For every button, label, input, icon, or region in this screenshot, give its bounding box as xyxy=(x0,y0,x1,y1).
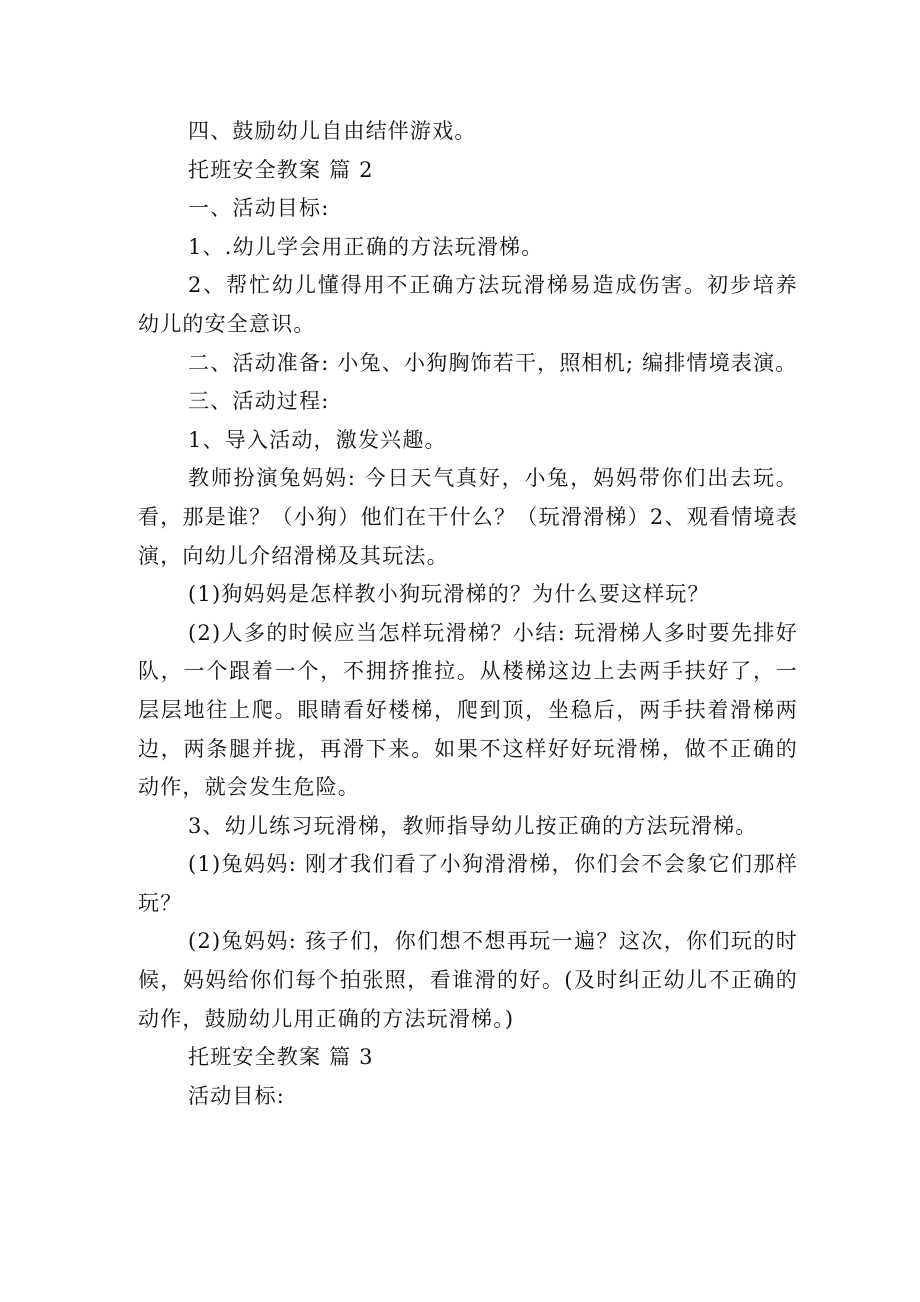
paragraph: 1、导入活动，激发兴趣。 xyxy=(188,427,447,452)
paragraph: 1、.幼儿学会用正确的方法玩滑梯。 xyxy=(188,234,544,259)
paragraph: 3、幼儿练习玩滑梯，教师指导幼儿按正确的方法玩滑梯。 xyxy=(188,813,758,838)
paragraph: (1)狗妈妈是怎样教小狗玩滑梯的？为什么要这样玩？ xyxy=(188,582,710,607)
paragraph: 活动目标: xyxy=(188,1083,286,1108)
paragraph: (2)兔妈妈: 孩子们，你们想不想再玩一遍？这次，你们玩的时候，妈妈给你们每个拍张照，看谁滑的好。(及时纠正幼儿不正确的动作，鼓励幼儿用正确的方法玩滑梯。) xyxy=(138,929,798,1031)
document-body xyxy=(138,112,798,1115)
paragraph: (2)人多的时候应当怎样玩滑梯？小结: 玩滑梯人多时要先排好队，一个跟着一个，不拥挤推拉。从楼梯这边上去两手扶好了，一层层地往上爬。眼睛看好楼梯，爬到顶，坐稳后，两手扶着滑梯两边，两条腿并拢，再滑下来。如果不这样好好玩滑梯，做不正确的动作，就会发生危险。 xyxy=(138,620,798,800)
paragraph: 二、活动准备: 小兔、小狗胸饰若干，照相机; 编排情境表演。 xyxy=(188,350,798,375)
paragraph: 一、活动目标: xyxy=(188,196,330,221)
paragraph: 教师扮演兔妈妈: 今日天气真好，小兔，妈妈带你们出去玩。看，那是谁？（小狗）他们在干什么？（玩滑滑梯）2、观看情境表演，向幼儿介绍滑梯及其玩法。 xyxy=(138,466,798,568)
section-heading: 托班安全教案 篇 2 xyxy=(188,157,374,182)
section-heading: 托班安全教案 篇 3 xyxy=(188,1045,374,1070)
paragraph: (1)兔妈妈: 刚才我们看了小狗滑滑梯，你们会不会象它们那样玩？ xyxy=(138,852,798,915)
paragraph: 四、鼓励幼儿自由结伴游戏。 xyxy=(188,119,477,143)
paragraph: 三、活动过程: xyxy=(188,389,330,414)
paragraph: 2、帮忙幼儿懂得用不正确方法玩滑梯易造成伤害。初步培养幼儿的安全意识。 xyxy=(138,273,798,336)
